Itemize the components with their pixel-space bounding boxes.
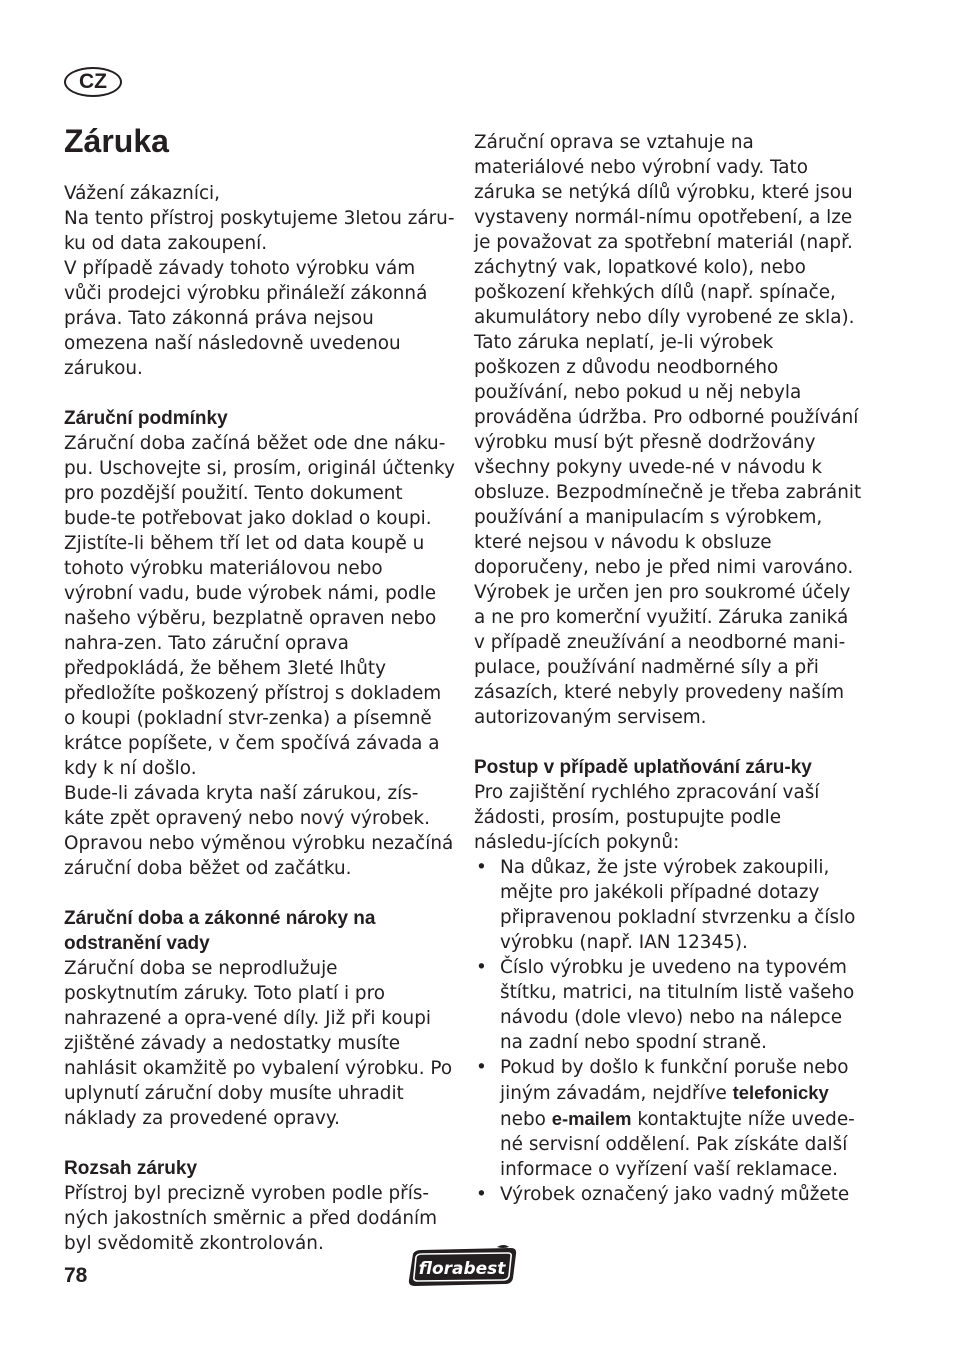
intro-paragraph: V případě závady tohoto výrobku vám vůči prodejci výrobku přináleží zákonná práva. Tato zákonná práva nejsou omezena naší následovně uvedenou zárukou. <box>64 258 428 379</box>
section-heading-claim-procedure: Postup v případě uplatňování záru-ky <box>474 757 812 778</box>
list-item: • Číslo výrobku je uvedeno na typovém štítku, matrici, na titulním listě vašeho návodu (dole vlevo) nebo na nálepce na zadní nebo spodní straně. <box>474 955 864 1055</box>
paragraph: Záruční doba se neprodlužuje poskytnutím záruky. Toto platí i pro nahrazené a opra-vené díly. Již při koupi zjištěné závady a nedostatky musíte nahlásit okamžitě po vybalení výrobku. Po uplynutí záruční doby musíte uhradit náklady za provedené opravy. <box>64 958 453 1129</box>
list-item: • Na důkaz, že jste výrobek zakoupili, mějte pro jakékoli případné dotazy připravenou pokladní stvrzenku a číslo výrobku (např. IAN 12345). <box>474 855 864 955</box>
language-badge <box>64 67 122 97</box>
spacer <box>64 1131 456 1156</box>
paragraph: Zjistíte-li během tří let od data koupě u tohoto výrobku materiálovou nebo výrobní vadu, bude výrobek námi, podle našeho výběru, bezplatně opraven nebo nahra-zen. Tato záruční oprava předpokládá, že během 3leté lhůty předložíte poškozený přístroj s dokladem o koupi (pokladní stvr-zenka) a písemně krátce popíšete, v čem spočívá závada a kdy k ní došlo. <box>64 533 442 779</box>
logo-text: florabest <box>418 1259 506 1279</box>
section-heading-warranty-conditions: Záruční podmínky <box>64 408 228 429</box>
paragraph: Pro zajištění rychlého zpracování vaší žádosti, prosím, postupujte podle následu-jících pokynů: <box>474 782 820 853</box>
section-heading-warranty-period: Záruční doba a zákonné nároky na odstranění vady <box>64 908 376 954</box>
emphasis-email: e-mailem <box>551 1108 632 1129</box>
spacer <box>474 730 864 755</box>
list-item-text: kontaktujte níže uvede-né servisní oddělení. Pak získáte další informace o vyřízení vaší reklamace. <box>500 1109 855 1180</box>
left-column <box>64 181 456 1256</box>
emphasis-telephone: telefonicky <box>732 1082 829 1103</box>
list-item-text: Pokud by došlo k funkční poruše nebo jiným závadám, nejdříve <box>500 1057 849 1104</box>
list-item: • Výrobek označený jako vadný můžete <box>474 1182 864 1207</box>
spacer <box>64 881 456 906</box>
paragraph: Záruční oprava se vztahuje na materiálové nebo výrobní vady. Tato záruka se netýká dílů výrobku, které jsou vystaveny normál-nímu opotřebení, a lze je považovat za spotřební materiál (např. záchytný vak, lopatkové kolo), nebo poškození křehkých dílů (např. spínače, akumulátory nebo díly vyrobené ze skla). <box>474 132 855 328</box>
intro-greeting: Vážení zákazníci, <box>64 183 221 204</box>
language-code: CZ <box>79 70 107 93</box>
instruction-list <box>474 855 864 1207</box>
list-item <box>474 1055 864 1182</box>
paragraph: Záruční doba začíná běžet ode dne náku-pu. Uschovejte si, prosím, originál účtenky pro pozdější použití. Tento dokument bude-te potřebovat jako doklad o koupi. <box>64 433 455 529</box>
page-number: 78 <box>64 1264 88 1287</box>
florabest-logo <box>405 1244 519 1288</box>
list-item-text: nebo <box>500 1109 552 1130</box>
paragraph: Přístroj byl precizně vyroben podle přís-ných jakostních směrnic a před dodáním byl svědomitě zkontrolován. <box>64 1183 438 1254</box>
section-heading-warranty-scope: Rozsah záruky <box>64 1158 198 1179</box>
right-column <box>474 130 864 1207</box>
intro-paragraph: Na tento přístroj poskytujeme 3letou záru-ku od data zakoupení. <box>64 208 455 254</box>
spacer <box>64 381 456 406</box>
page-title: Záruka <box>64 123 169 159</box>
paragraph: Tato záruka neplatí, je-li výrobek poškozen z důvodu neodborného používání, nebo pokud u něj nebyla prováděna údržba. Pro odborné používání výrobku musí být přesně dodržovány všechny pokyny uvede-né v návodu k obsluze. Bezpodmínečně je třeba zabránit používání a manipulacím s výrobkem, které nejsou v návodu k obsluze doporučeny, nebo je před nimi varováno. Výrobek je určen jen pro soukromé účely a ne pro komerční využití. Záruka zaniká v případě zneužívání a neodborné mani-pulace, používání nadměrné síly a při zásazích, které nebyly provedeny naším autorizovaným servisem. <box>474 332 862 728</box>
paragraph: Bude-li závada kryta naší zárukou, zís-káte zpět opravený nebo nový výrobek. Opravou nebo výměnou výrobku nezačíná záruční doba běžet od začátku. <box>64 783 454 879</box>
